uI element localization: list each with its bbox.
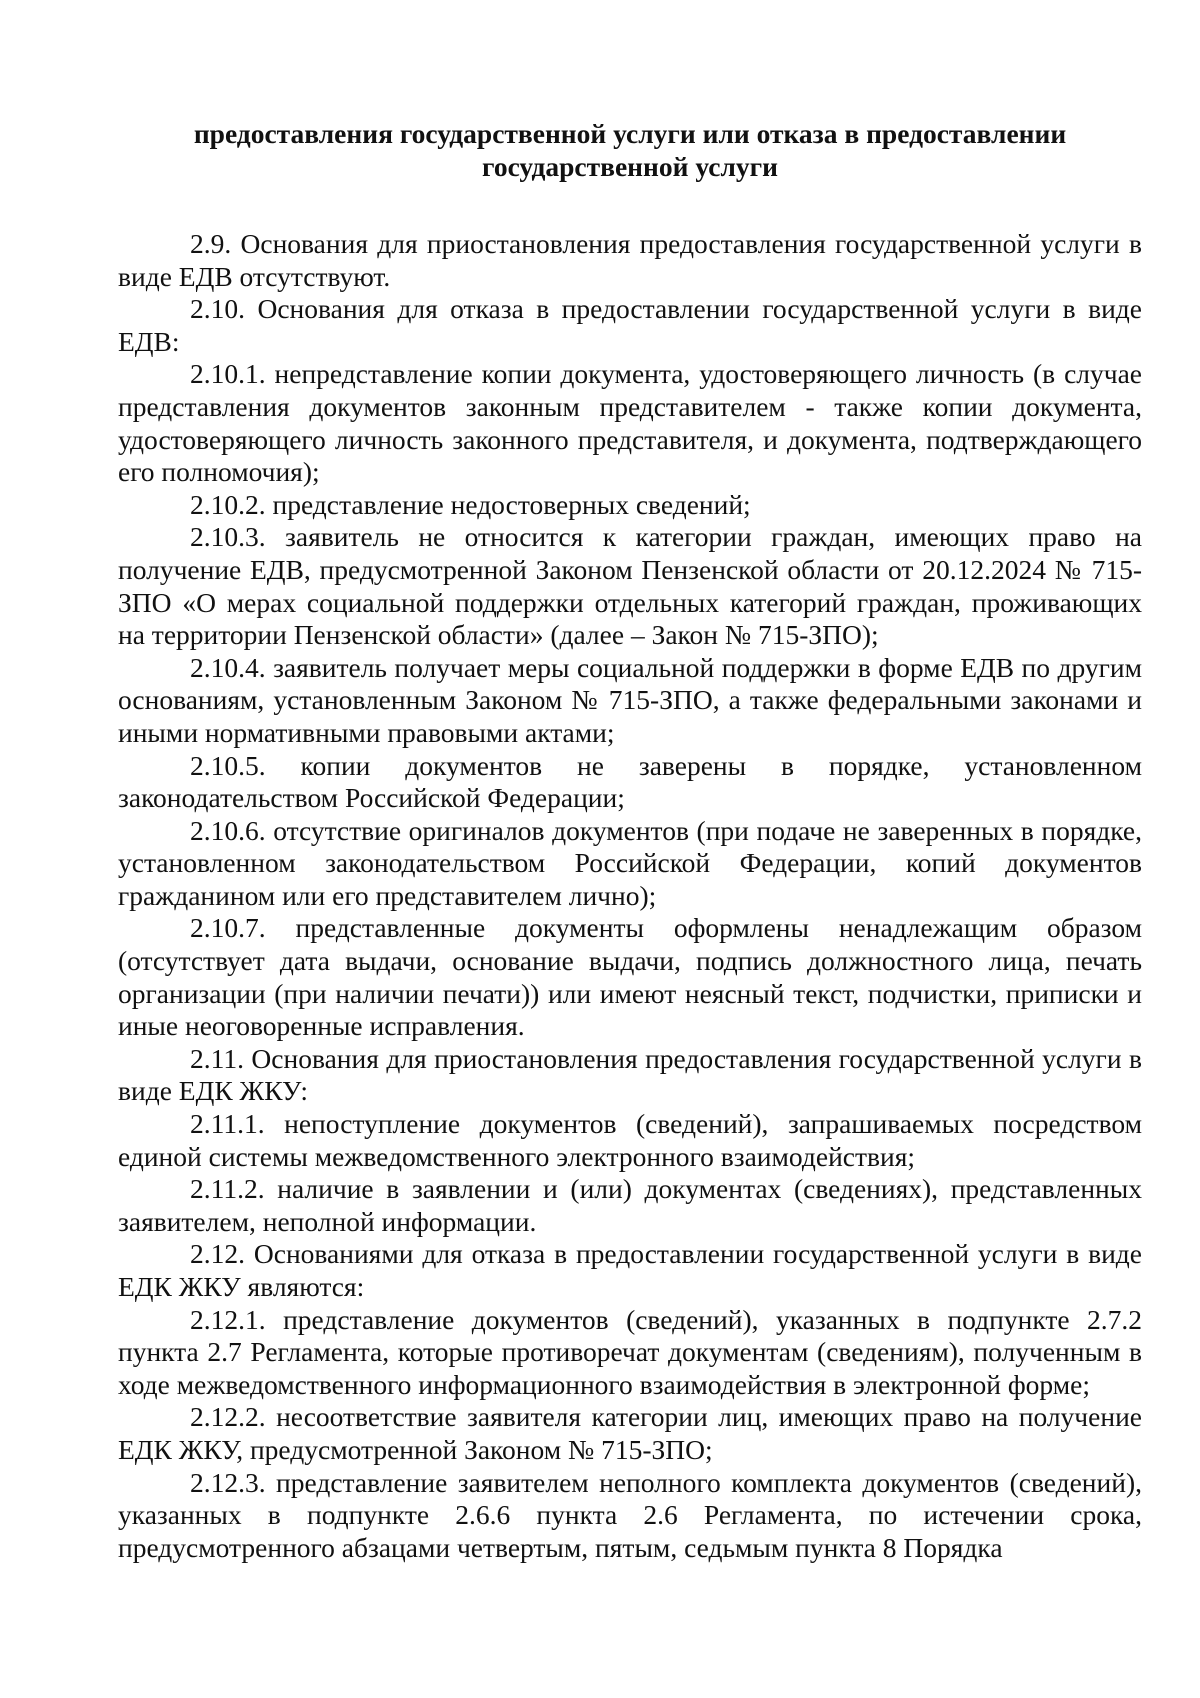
paragraph-2-10-4: 2.10.4. заявитель получает меры социальной поддержки в форме ЕДВ по другим основаниям, установленным Законом № 715-ЗПО, а также федеральными законами и иными нормативными правовыми актами;	[118, 651, 1142, 748]
paragraph-2-10: 2.10. Основания для отказа в предоставлении государственной услуги в виде ЕДВ:	[118, 293, 1142, 357]
paragraph-2-12-3: 2.12.3. представление заявителем неполного комплекта документов (сведений), указанных в подпункте 2.6.6 пункта 2.6 Регламента, по истечении срока, предусмотренного абзацами четвертым, пятым, седьмым пункта 8 Порядка	[118, 1466, 1142, 1563]
section-heading-line-1: предоставления государственной услуги или отказа в предоставлении	[193, 118, 1067, 149]
paragraph-2-11-2: 2.11.2. наличие в заявлении и (или) документах (сведениях), представленных заявителем, неполной информации.	[118, 1173, 1142, 1237]
paragraph-2-10-6: 2.10.6. отсутствие оригиналов документов (при подаче не заверенных в порядке, установленном законодательством Российской Федерации, копий документов гражданином или его представителем лично);	[118, 814, 1142, 911]
paragraph-2-12-2: 2.12.2. несоответствие заявителя категории лиц, имеющих право на получение ЕДК ЖКУ, предусмотренной Законом № 715-ЗПО;	[118, 1401, 1142, 1465]
document-body	[118, 228, 1142, 1564]
paragraph-2-10-7: 2.10.7. представленные документы оформлены ненадлежащим образом (отсутствует дата выдачи, основание выдачи, подпись должностного лица, печать организации (при наличии печати)) или имеют неясный текст, подчистки, приписки и иные неоговоренные исправления.	[118, 912, 1142, 1042]
paragraph-2-12: 2.12. Основаниями для отказа в предоставлении государственной услуги в виде ЕДК ЖКУ являются:	[118, 1238, 1142, 1302]
paragraph-2-10-1: 2.10.1. непредставление копии документа, удостоверяющего личность (в случае представления документов законным представителем - также копии документа, удостоверяющего личность законного представителя, и документа, подтверждающего его полномочия);	[118, 358, 1142, 488]
paragraph-2-11: 2.11. Основания для приостановления предоставления государственной услуги в виде ЕДК ЖКУ:	[118, 1042, 1142, 1107]
section-heading-line-2: государственной услуги	[482, 151, 778, 182]
paragraph-2-10-3: 2.10.3. заявитель не относится к категории граждан, имеющих право на получение ЕДВ, предусмотренной Законом Пензенской области от 20.12.2024 № 715-ЗПО «О мерах социальной поддержки отдельных категорий граждан, проживающих на территории Пензенской области» (далее – Закон № 715-ЗПО);	[118, 521, 1142, 651]
paragraph-2-10-5: 2.10.5. копии документов не заверены в порядке, установленном законодательством Российской Федерации;	[118, 749, 1142, 814]
paragraph-2-12-1: 2.12.1. представление документов (сведений), указанных в подпункте 2.7.2 пункта 2.7 Регламента, которые противоречат документам (сведениям), полученным в ходе межведомственного информационного взаимодействия в электронной форме;	[118, 1303, 1142, 1400]
section-heading	[118, 117, 1142, 183]
paragraph-2-11-1: 2.11.1. непоступление документов (сведений), запрашиваемых посредством единой системы межведомственного электронного взаимодействия;	[118, 1108, 1142, 1172]
paragraph-2-9: 2.9. Основания для приостановления предоставления государственной услуги в виде ЕДВ отсутствуют.	[118, 228, 1142, 292]
paragraph-2-10-2: 2.10.2. представление недостоверных сведений;	[190, 488, 751, 520]
